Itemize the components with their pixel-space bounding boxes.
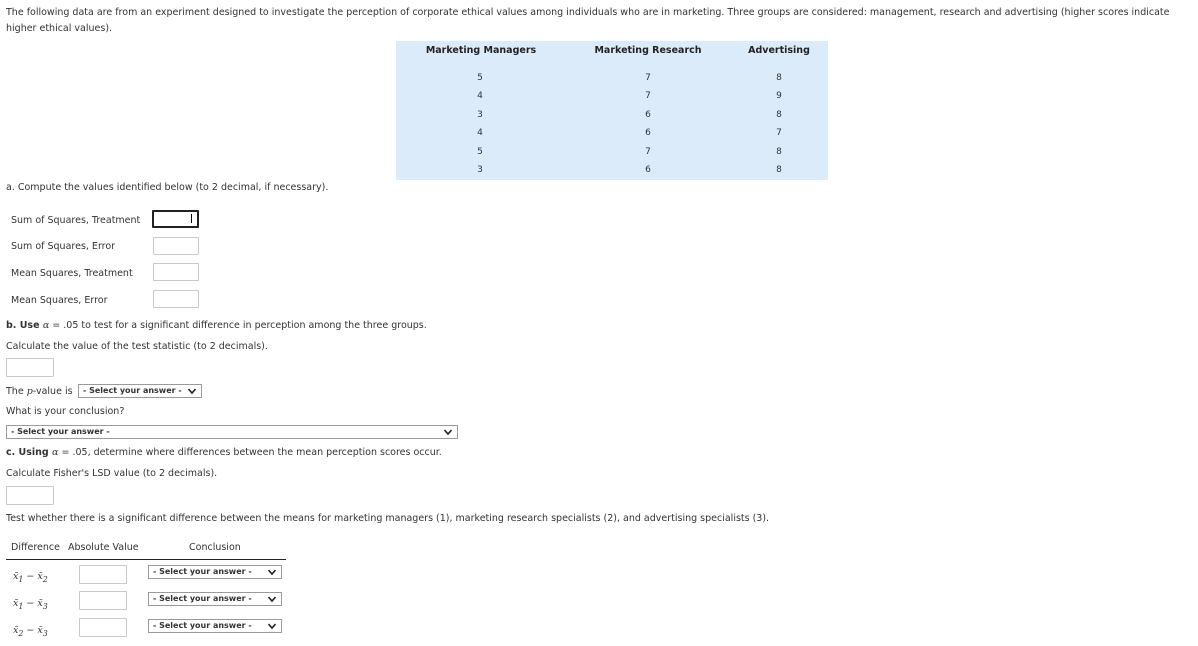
test-statistic-input[interactable] bbox=[6, 358, 54, 377]
conclusion-select-text: - Select your answer - bbox=[11, 427, 110, 436]
alpha-value: = .05 bbox=[49, 320, 79, 331]
part-c-prompt-post: , determine where differences between the mean perception scores occur. bbox=[87, 447, 442, 458]
minus-sign: − bbox=[26, 598, 35, 609]
conclusion-prompt: What is your conclusion? bbox=[6, 406, 125, 417]
cell: 7 bbox=[645, 91, 651, 101]
cell: 6 bbox=[645, 165, 651, 175]
chevron-down-icon bbox=[267, 621, 277, 631]
minus-sign: − bbox=[26, 625, 35, 636]
subscript-2: 2 bbox=[18, 628, 24, 638]
minus-sign: − bbox=[26, 571, 35, 582]
ms-error-input[interactable] bbox=[153, 290, 199, 308]
conclusion-select[interactable] bbox=[6, 425, 458, 439]
cell: 6 bbox=[645, 110, 651, 120]
lsd-input[interactable] bbox=[6, 486, 54, 505]
xbar-1: x̄ bbox=[13, 598, 19, 609]
abs-value-input-x2-x3[interactable] bbox=[79, 618, 127, 637]
conclusion-select-x1-x3[interactable] bbox=[148, 592, 282, 606]
ms-error-label: Mean Squares, Error bbox=[11, 295, 108, 306]
conclusion-select-x2-x3[interactable] bbox=[148, 619, 282, 633]
cell: 8 bbox=[776, 110, 782, 120]
part-b-prompt bbox=[6, 320, 427, 331]
abs-value-input-x1-x3[interactable] bbox=[79, 591, 127, 610]
test-statistic-prompt: Calculate the value of the test statistic (to 2 decimals). bbox=[6, 341, 268, 352]
cell: 7 bbox=[645, 147, 651, 157]
cell: 4 bbox=[477, 91, 483, 101]
pvalue-select-text: - Select your answer - bbox=[83, 386, 182, 395]
cell: 8 bbox=[776, 73, 782, 83]
cell: 9 bbox=[776, 91, 782, 101]
cell: 7 bbox=[645, 73, 651, 83]
col-header-difference: Difference bbox=[11, 542, 60, 553]
subscript-3: 3 bbox=[42, 628, 48, 638]
xbar-1: x̄ bbox=[13, 571, 19, 582]
header-advertising: Advertising bbox=[748, 45, 810, 56]
difference-x1-x2 bbox=[13, 571, 48, 584]
alpha-symbol: α bbox=[52, 447, 59, 458]
header-marketing-research: Marketing Research bbox=[594, 45, 702, 56]
cell: 6 bbox=[645, 128, 651, 138]
conclusion-select-x1-x2[interactable] bbox=[148, 565, 282, 579]
select-text: - Select your answer - bbox=[153, 567, 252, 576]
xbar-3: x̄ bbox=[37, 625, 43, 636]
lsd-prompt: Calculate Fisher's LSD value (to 2 decimals). bbox=[6, 468, 218, 479]
cell: 4 bbox=[477, 128, 483, 138]
part-a-prompt: a. Compute the values identified below (to 2 decimal, if necessary). bbox=[6, 182, 329, 193]
part-b-prompt-post: to test for a significant difference in perception among the three groups. bbox=[78, 320, 427, 331]
pvalue-p: p bbox=[26, 386, 33, 397]
part-b-prompt-pre: b. Use bbox=[6, 320, 43, 331]
col-header-conclusion: Conclusion bbox=[189, 542, 241, 553]
chevron-down-icon bbox=[443, 427, 453, 437]
ss-error-label: Sum of Squares, Error bbox=[11, 241, 116, 252]
alpha-symbol: α bbox=[42, 320, 50, 331]
part-c-prompt-pre: c. Using bbox=[6, 447, 53, 458]
data-table bbox=[396, 41, 828, 180]
difference-x1-x3 bbox=[13, 598, 48, 611]
cell: 7 bbox=[776, 128, 782, 138]
lsd-test-prompt: Test whether there is a significant difference between the means for marketing managers (1), marketing research specialists (2), and advertising specialists (3). bbox=[6, 513, 770, 524]
pvalue-post: -value is bbox=[32, 386, 73, 397]
ss-treatment-label: Sum of Squares, Treatment bbox=[11, 215, 141, 226]
xbar-2: x̄ bbox=[13, 625, 19, 636]
ss-error-input[interactable] bbox=[153, 237, 199, 255]
xbar-2: x̄ bbox=[37, 571, 43, 582]
chevron-down-icon bbox=[187, 386, 197, 396]
ms-treatment-input[interactable] bbox=[153, 263, 199, 281]
subscript-2: 2 bbox=[42, 574, 48, 584]
abs-value-input-x1-x2[interactable] bbox=[79, 565, 127, 584]
chevron-down-icon bbox=[267, 567, 277, 577]
subscript-3: 3 bbox=[42, 601, 48, 611]
col-header-absolute-value: Absolute Value bbox=[68, 542, 139, 553]
cell: 8 bbox=[776, 147, 782, 157]
subscript-1: 1 bbox=[18, 574, 24, 584]
xbar-3: x̄ bbox=[37, 598, 43, 609]
select-text: - Select your answer - bbox=[153, 594, 252, 603]
cell: 8 bbox=[776, 165, 782, 175]
cell: 3 bbox=[477, 165, 483, 175]
part-c-prompt bbox=[6, 447, 442, 458]
select-text: - Select your answer - bbox=[153, 621, 252, 630]
cell: 5 bbox=[477, 73, 483, 83]
chevron-down-icon bbox=[267, 594, 277, 604]
table-header-rule bbox=[6, 559, 286, 560]
difference-x2-x3 bbox=[13, 625, 48, 638]
header-marketing-managers: Marketing Managers bbox=[425, 45, 537, 56]
problem-intro: The following data are from an experiment designed to investigate the perception of corporate ethical values among individuals who are in marketing. Three groups are considered: management, research and advertising (higher scores indicate higher ethical values). bbox=[6, 7, 1170, 34]
subscript-1: 1 bbox=[18, 601, 24, 611]
pvalue-label bbox=[6, 386, 73, 397]
cell: 5 bbox=[477, 147, 483, 157]
alpha-value: = .05 bbox=[58, 447, 88, 458]
ms-treatment-label: Mean Squares, Treatment bbox=[11, 268, 133, 279]
pvalue-pre: The bbox=[6, 386, 27, 397]
pvalue-select[interactable] bbox=[78, 384, 202, 398]
ss-treatment-input[interactable] bbox=[152, 210, 199, 228]
cell: 3 bbox=[477, 110, 483, 120]
